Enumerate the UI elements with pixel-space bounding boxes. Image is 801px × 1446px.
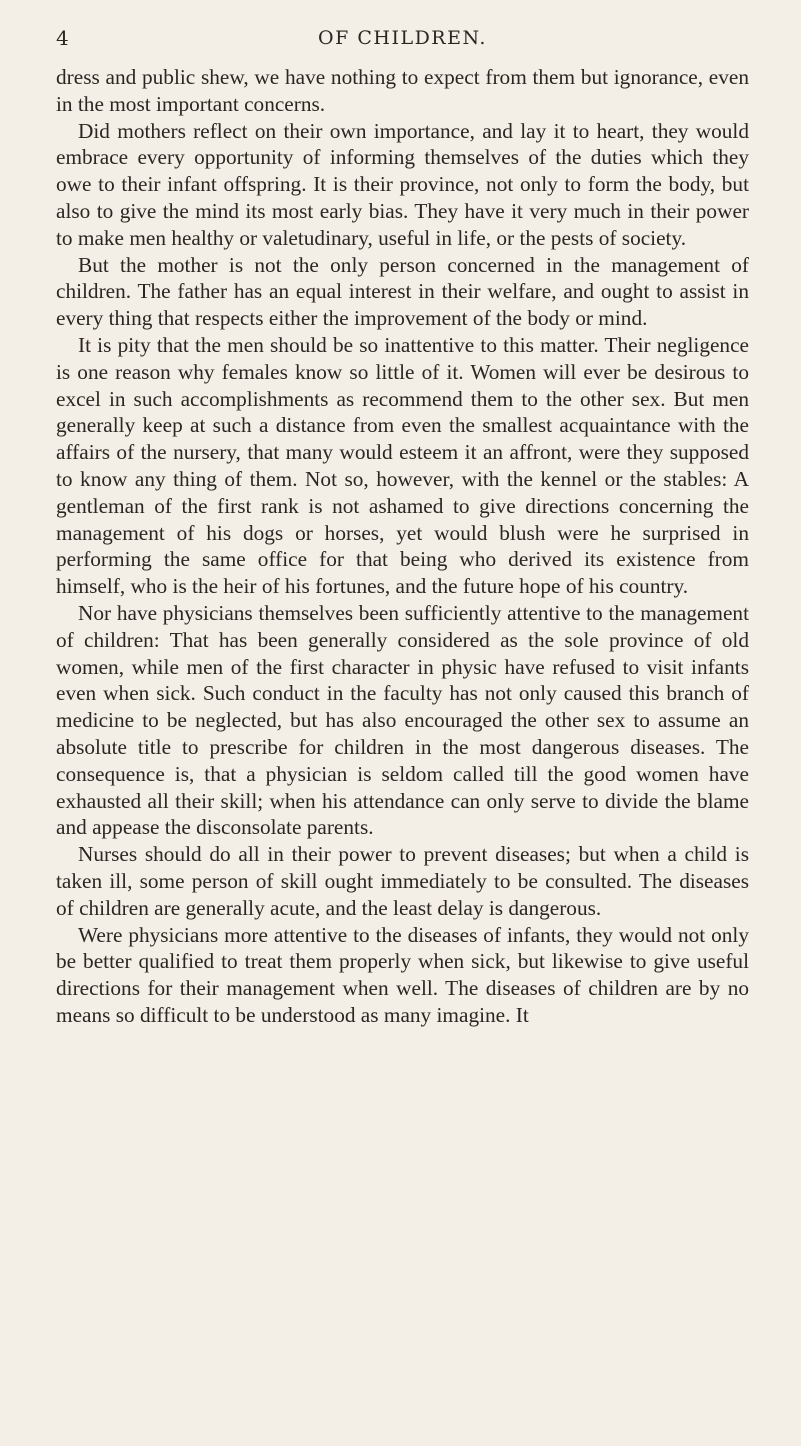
running-head xyxy=(56,18,749,58)
paragraph-diseases: Were physicians more attentive to the diseases of infants, they would not only be better qualified to treat them properly when sick, but likewise to give useful directions for their management when well. The diseases of children are by no means so difficult to be understood as many imagine. It xyxy=(56,922,749,1027)
page-number: 4 xyxy=(56,26,69,50)
paragraph-men: It is pity that the men should be so inattentive to this matter. Their negligence is one reason why females know so little of it. Women will ever be desirous to excel in such accomplishments as recommend them to the other sex. But men generally keep at such a distance from even the smallest acquaintance with the affairs of the nursery, that many would esteem it an affront, were they supposed to know any thing of them. Not so, however, with the kennel or the stables: A gentleman of the first rank is not ashamed to give directions concerning the management of his dogs or horses, yet would blush were he surprised in performing the same office for that being who derived its existence from himself, who is the heir of his fortunes, and the future hope of his country. xyxy=(56,332,749,599)
paragraph-physicians: Nor have physicians themselves been sufficiently attentive to the management of children: That has been generally considered as the sole province of old women, while men of the first character in physic have refused to visit infants even when sick. Such conduct in the faculty has not only caused this branch of medicine to be neglected, but has also encouraged the other sex to assume an absolute title to prescribe for children in the most dangerous diseases. The consequence is, that a physician is seldom called till the good women have exhausted all their skill; when his attendance can only serve to divide the blame and appease the disconsolate parents. xyxy=(56,600,749,840)
body-text xyxy=(56,64,749,1029)
paragraph-mothers: Did mothers reflect on their own importance, and lay it to heart, they would embrace every opportunity of informing themselves of the duties which they owe to their infant offspring. It is their province, not only to form the body, but also to give the mind its most early bias. They have it very much in their power to make men healthy or valetudinary, useful in life, or the pests of society. xyxy=(56,118,749,250)
paragraph-continued: dress and public shew, we have nothing to expect from them but ignorance, even in the most important concerns. xyxy=(56,65,749,116)
paragraph-nurses: Nurses should do all in their power to prevent diseases; but when a child is taken ill, some person of skill ought immediately to be consulted. The diseases of children are generally acute, and the least delay is dangerous. xyxy=(56,842,749,920)
running-title: OF CHILDREN. xyxy=(318,27,487,49)
paragraph-father: But the mother is not the only person concerned in the management of children. The father has an equal interest in their welfare, and ought to assist in every thing that respects either the improvement of the body or mind. xyxy=(56,252,749,331)
